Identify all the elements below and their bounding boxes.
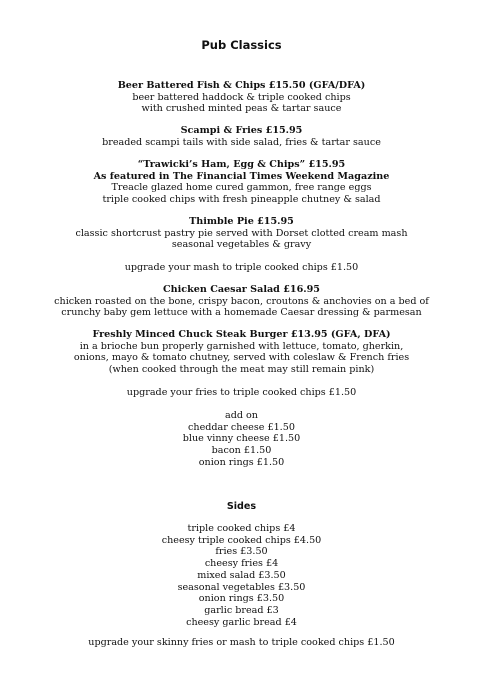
- menu-item-scampi: [0, 125, 483, 148]
- upgrade-note-mash: [0, 262, 483, 274]
- menu-item-heading: Scampi & Fries £15.95: [180, 125, 303, 136]
- note-text: upgrade your mash to triple cooked chips £1.50: [124, 262, 359, 273]
- menu-item-chicken-caesar: [0, 284, 483, 319]
- menu-item-description: onions, mayo & tomato chutney, served with coleslaw & French fries: [73, 352, 410, 364]
- side-item: cheesy garlic bread £4: [186, 616, 297, 628]
- menu-item-description: classic shortcrust pastry pie served with Dorset clotted cream mash: [75, 227, 408, 239]
- side-item: cheesy fries £4: [204, 558, 279, 570]
- note-text: upgrade your fries to triple cooked chips £1.50: [126, 387, 357, 398]
- menu-item-description: chicken roasted on the bone, crispy bacon, croutons & anchovies on a bed of: [54, 295, 429, 307]
- side-item: garlic bread £3: [204, 604, 279, 616]
- menu-item-description: breaded scampi tails with side salad, fries & tartar sauce: [102, 136, 381, 148]
- add-on-heading: add on: [224, 410, 258, 421]
- add-on-list: [0, 410, 483, 469]
- upgrade-note-fries: [0, 387, 483, 399]
- menu-item-description: seasonal vegetables & gravy: [171, 239, 312, 251]
- menu-item-description: triple cooked chips with fresh pineapple chutney & salad: [102, 194, 381, 206]
- add-on-item: bacon £1.50: [211, 445, 272, 457]
- menu-item-heading: Beer Battered Fish & Chips £15.50 (GFA/DFA): [117, 80, 366, 91]
- note-text: upgrade your skinny fries or mash to triple cooked chips £1.50: [88, 637, 395, 648]
- add-on-item: onion rings £1.50: [198, 456, 285, 468]
- add-on-item: blue vinny cheese £1.50: [182, 433, 301, 445]
- sides-list: [0, 523, 483, 628]
- menu-item-description: with crushed minted peas & tartar sauce: [141, 103, 342, 115]
- menu-item-ham-egg-chips: [0, 159, 483, 206]
- menu-item-heading: Freshly Minced Chuck Steak Burger £13.95 (GFA, DFA): [92, 329, 391, 340]
- menu-item-description: Treacle glazed home cured gammon, free range eggs: [111, 182, 372, 194]
- side-item: onion rings £3.50: [198, 593, 285, 605]
- menu-item-heading: Thimble Pie £15.95: [189, 216, 294, 227]
- side-item: triple cooked chips £4: [187, 523, 296, 534]
- menu-item-heading: Chicken Caesar Salad £16.95: [163, 284, 320, 295]
- side-item: seasonal vegetables £3.50: [177, 581, 306, 593]
- side-item: cheesy triple cooked chips £4.50: [161, 534, 322, 546]
- menu-item-heading: “Trawicki’s Ham, Egg & Chips” £15.95: [137, 159, 346, 170]
- menu-item-thimble-pie: [0, 216, 483, 251]
- menu-item-description: beer battered haddock & triple cooked chips: [132, 91, 351, 103]
- add-on-item: cheddar cheese £1.50: [188, 421, 295, 433]
- page-title: Pub Classics: [201, 38, 282, 52]
- menu-item-fish-chips: [0, 80, 483, 115]
- menu-item-burger: [0, 329, 483, 376]
- side-item: fries £3.50: [215, 546, 268, 558]
- sides-title: Sides: [226, 501, 257, 512]
- side-item: mixed salad £3.50: [197, 569, 286, 581]
- menu-item-subheading: As featured in The Financial Times Weekend Magazine: [93, 170, 390, 182]
- menu-item-description: in a brioche bun properly garnished with lettuce, tomato, gherkin,: [79, 340, 404, 352]
- menu-item-description: (when cooked through the meat may still remain pink): [108, 364, 375, 376]
- sides-upgrade-note: [0, 637, 483, 649]
- menu-item-description: crunchy baby gem lettuce with a homemade Caesar dressing & parmesan: [61, 307, 422, 319]
